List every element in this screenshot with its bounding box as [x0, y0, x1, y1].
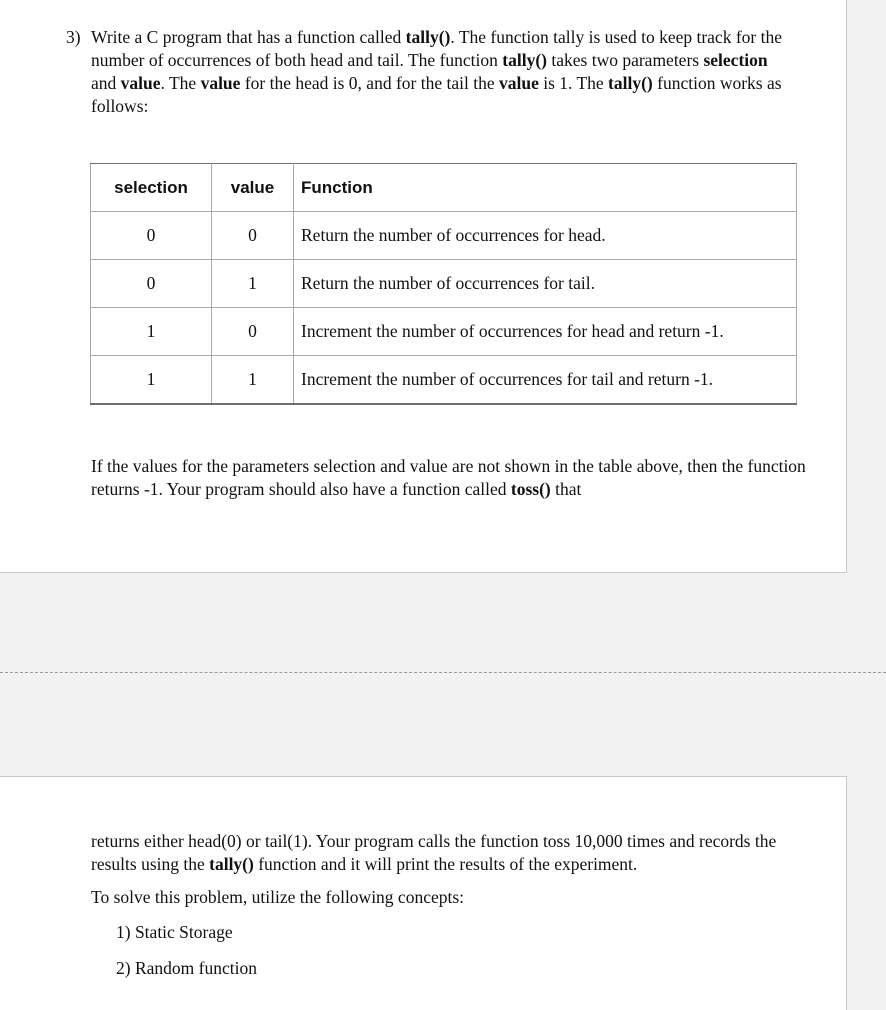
paragraph-concepts-intro: To solve this problem, utilize the following concepts:	[91, 887, 465, 907]
table-row	[91, 212, 797, 260]
page-break-divider	[0, 672, 886, 673]
cell-function: Increment the number of occurrences for head and return -1.	[294, 308, 797, 356]
header-value: value	[212, 164, 294, 212]
list-item: 2) Random function	[116, 958, 257, 978]
paragraph-default-return: If the values for the parameters selection and value are not shown in the table above, then the function returns -1. Your program should also have a function called toss() that	[91, 456, 806, 499]
cell-selection: 0	[91, 260, 212, 308]
cell-value: 0	[212, 308, 294, 356]
cell-function: Increment the number of occurrences for tail and return -1.	[294, 356, 797, 405]
cell-function: Return the number of occurrences for head.	[294, 212, 797, 260]
cell-selection: 0	[91, 212, 212, 260]
table-row	[91, 356, 797, 405]
cell-value: 1	[212, 260, 294, 308]
header-function: Function	[294, 164, 797, 212]
tally-table	[90, 163, 797, 405]
cell-function: Return the number of occurrences for tail.	[294, 260, 797, 308]
question-number: 3)	[66, 27, 81, 47]
list-item: 1) Static Storage	[116, 922, 233, 942]
cell-selection: 1	[91, 308, 212, 356]
table-row	[91, 308, 797, 356]
paragraph-toss-description: returns either head(0) or tail(1). Your program calls the function toss 10,000 times and records the results using the tally() function and it will print the results of the experiment.	[91, 831, 777, 874]
question-text	[66, 26, 796, 118]
cell-value: 0	[212, 212, 294, 260]
header-selection: selection	[91, 164, 212, 212]
cell-value: 1	[212, 356, 294, 405]
table-header-row	[91, 164, 797, 212]
cell-selection: 1	[91, 356, 212, 405]
question-body: Write a C program that has a function called tally(). The function tally is used to keep track for the number of occurrences of both head and tail. The function tally() takes two parameters selection and value. The value for the head is 0, and for the tail the value is 1. The tally() function works as follows:	[91, 27, 782, 116]
table-row	[91, 260, 797, 308]
